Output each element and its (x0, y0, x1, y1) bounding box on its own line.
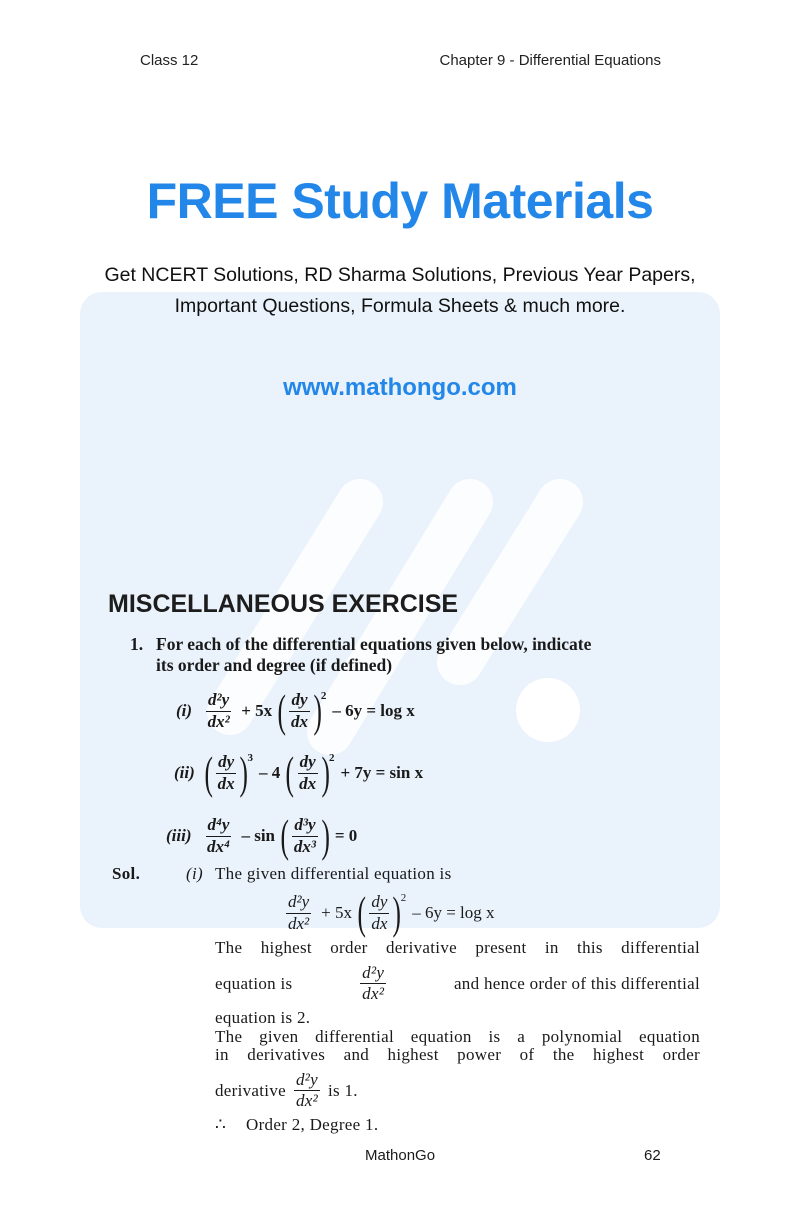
denominator: dx² (207, 711, 230, 731)
sol-conclusion: Order 2, Degree 1. (246, 1115, 379, 1134)
promo-title: FREE Study Materials (146, 173, 654, 229)
term: – 6y = log x (412, 903, 495, 922)
numerator: d²y (360, 963, 386, 984)
text: and hence order of this differential (453, 973, 700, 993)
numerator: d³y (292, 815, 317, 836)
numerator: d²y (286, 892, 311, 913)
term: – sin (241, 826, 276, 845)
sol-line-6 (215, 1070, 358, 1112)
paren: ) (321, 747, 330, 798)
exponent: 2 (320, 690, 327, 702)
equation-iii (166, 810, 363, 861)
sol-label: Sol. (112, 864, 141, 883)
paren: ) (320, 810, 330, 861)
denominator: dx (217, 773, 235, 793)
fraction (298, 752, 318, 794)
denominator: dx² (295, 1091, 319, 1111)
paren: ( (285, 747, 295, 798)
denominator: dx² (288, 913, 310, 933)
footer-brand: MathonGo (365, 1147, 436, 1164)
fraction (216, 752, 236, 794)
paren: ) (312, 685, 322, 736)
fraction (286, 892, 311, 934)
fraction (289, 690, 309, 732)
numerator: d²y (206, 690, 231, 711)
exponent: 3 (247, 752, 253, 764)
paren: ( (204, 747, 213, 798)
question-number: 1. (130, 634, 144, 654)
sol-line-5: in derivatives and highest power of the highest order (215, 1045, 700, 1064)
eq-label: (iii) (166, 826, 192, 845)
page-number: 62 (644, 1147, 661, 1164)
watermark-dot (516, 678, 580, 742)
eq-label: (ii) (174, 763, 195, 782)
section-heading: MISCELLANEOUS EXERCISE (108, 590, 459, 618)
sol-part: (i) (186, 864, 203, 883)
numerator: dy (216, 752, 236, 773)
paren: ( (277, 685, 287, 736)
numerator: d²y (294, 1070, 320, 1091)
sol-intro: The given differential equation is (215, 864, 452, 883)
fraction (206, 690, 231, 732)
question-line-2: its order and degree (if defined) (156, 655, 393, 675)
equation-ii (174, 747, 429, 798)
denominator: dx³ (293, 836, 316, 856)
numerator: dy (369, 892, 389, 913)
exponent: 2 (400, 892, 407, 904)
sol-line-4: The given differential equation is a polynomial equation (215, 1027, 700, 1046)
question-line-1: For each of the differential equations given below, indicate (156, 634, 592, 654)
sol-line-1: The highest order derivative present in this differential (215, 938, 700, 957)
promo-line-1: Get NCERT Solutions, RD Sharma Solutions, Previous Year Papers, (104, 264, 696, 286)
numerator: dy (298, 752, 318, 773)
denominator: dx² (362, 984, 385, 1004)
paren: ( (280, 810, 289, 861)
therefore-symbol: ∴ (215, 1115, 227, 1134)
sol-line-3: equation is 2. (215, 1008, 311, 1027)
paren: ) (239, 747, 249, 798)
numerator: dy (289, 690, 309, 711)
term: + 7y = sin x (340, 763, 424, 782)
header-class: Class 12 (140, 52, 199, 69)
text: equation is (215, 973, 293, 993)
eq-label: (i) (176, 701, 193, 720)
term: – 4 (258, 763, 281, 782)
term: = 0 (334, 826, 358, 845)
sol-line-2 (215, 963, 700, 1005)
fraction (294, 1070, 320, 1112)
promo-line-2: Important Questions, Formula Sheets & much more. (174, 295, 626, 317)
equation-i (176, 685, 421, 736)
denominator: dx⁴ (207, 836, 230, 856)
paren: ( (357, 887, 366, 938)
term: + 5x (321, 903, 352, 922)
fraction (360, 963, 386, 1005)
text: derivative (215, 1080, 286, 1100)
promo-url-link[interactable]: www.mathongo.com (283, 374, 517, 401)
term: + 5x (241, 701, 273, 720)
denominator: dx (290, 711, 308, 731)
paren: ) (392, 887, 402, 938)
denominator: dx (299, 773, 317, 793)
term: – 6y = log x (332, 701, 415, 720)
fraction (369, 892, 389, 934)
text: is 1. (328, 1080, 358, 1100)
denominator: dx (371, 913, 388, 933)
fraction (292, 815, 317, 857)
exponent: 2 (328, 752, 335, 764)
sol-equation (282, 887, 501, 938)
fraction (206, 815, 232, 857)
header-chapter: Chapter 9 - Differential Equations (439, 52, 661, 69)
numerator: d⁴y (206, 815, 232, 836)
